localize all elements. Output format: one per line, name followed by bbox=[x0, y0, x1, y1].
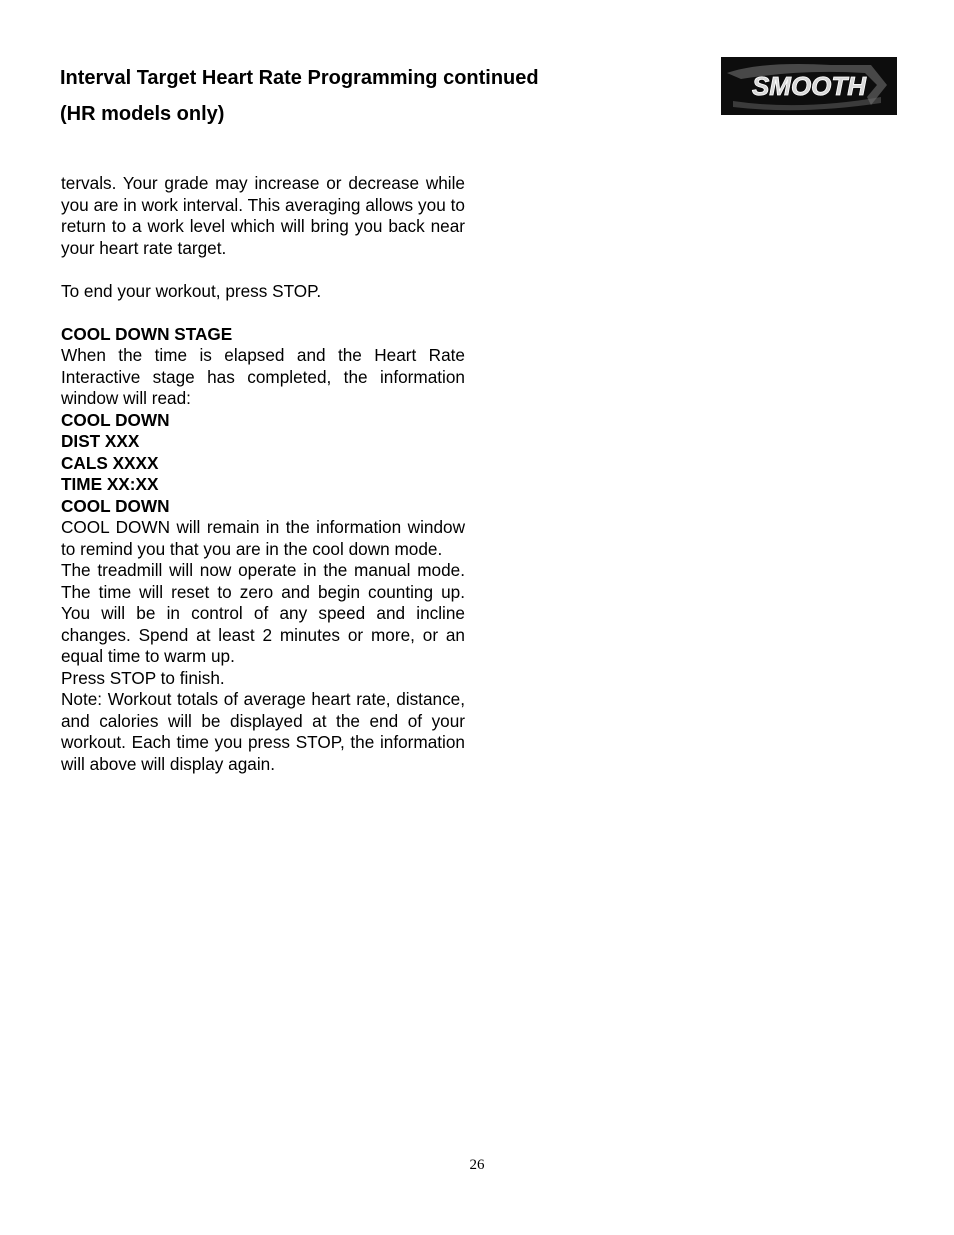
smooth-logo-icon bbox=[721, 57, 897, 115]
logo-text: SMOOTH bbox=[751, 71, 867, 101]
readout-line: COOL DOWN bbox=[61, 495, 170, 516]
page-title-line-2: (HR models only) bbox=[60, 103, 225, 125]
paragraph-intervals: tervals. Your grade may increase or decrease while you are in work interval. This averaging allows you to return to a work level which will bring you back near your heart rate target. bbox=[61, 173, 465, 258]
paragraph-cool-down-remain: COOL DOWN will remain in the information window to remind you that you are in the cool down mode. bbox=[61, 517, 465, 559]
page-number: 26 bbox=[469, 1157, 485, 1173]
paragraph-press-stop: Press STOP to finish. bbox=[61, 667, 225, 688]
readout-line: COOL DOWN bbox=[61, 409, 170, 430]
readout-line: DIST XXX bbox=[61, 431, 140, 451]
paragraph-manual-mode: The treadmill will now operate in the manual mode. The time will reset to zero and begin counting up. You will be in control of any speed and incline changes. Spend at least 2 minutes or more, or an equal time to warm up. bbox=[61, 560, 465, 666]
paragraph-note: Note: Workout totals of average heart rate, distance, and calories will be displayed at the end of your workout. Each time you press STOP, the information will above will display again. bbox=[61, 689, 465, 774]
smooth-logo bbox=[721, 57, 897, 115]
page-content bbox=[61, 173, 465, 775]
readout-line: CALS XXXX bbox=[61, 452, 159, 473]
cool-down-heading: COOL DOWN STAGE bbox=[61, 323, 233, 344]
page-header bbox=[60, 60, 660, 132]
page-title-line-1: Interval Target Heart Rate Programming continued bbox=[60, 67, 539, 89]
paragraph-end-workout: To end your workout, press STOP. bbox=[61, 280, 322, 301]
readout-line: TIME XX:XX bbox=[61, 474, 159, 494]
paragraph-cool-down-intro: When the time is elapsed and the Heart Rate Interactive stage has completed, the information window will read: bbox=[61, 345, 465, 408]
